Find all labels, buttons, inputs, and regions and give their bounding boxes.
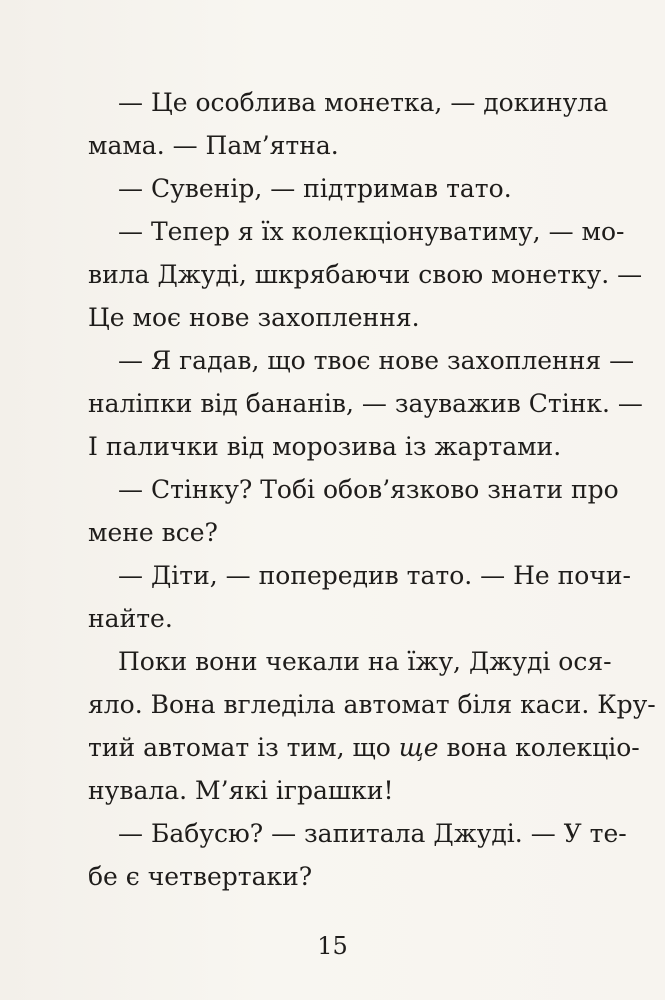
text-line: мама. — Пам’ятна. bbox=[88, 131, 339, 160]
text-line: — Стінку? Тобі обов’язково знати про bbox=[118, 475, 619, 504]
italic-emphasis: ще bbox=[398, 733, 439, 762]
body-text bbox=[88, 81, 656, 898]
text-line: Поки вони чекали на їжу, Джуді ося- bbox=[118, 647, 612, 676]
text-line: вила Джуді, шкрябаючи свою монетку. — bbox=[88, 260, 643, 289]
text-line: — Це особлива монетка, — докинула bbox=[118, 88, 609, 117]
text-line: — Тепер я їх колекціонуватиму, — мо- bbox=[118, 217, 625, 246]
text-line: І палички від морозива із жартами. bbox=[88, 432, 562, 461]
text-line: — Бабусю? — запитала Джуді. — У те- bbox=[118, 819, 627, 848]
text-line: мене все? bbox=[88, 518, 218, 547]
text-line bbox=[88, 726, 640, 769]
text-line: нувала. М’які іграшки! bbox=[88, 776, 394, 805]
text-line: — Сувенір, — підтримав тато. bbox=[118, 174, 512, 203]
text-run: вона колекціо- bbox=[438, 733, 640, 762]
text-line: бе є четвертаки? bbox=[88, 862, 313, 891]
text-line: — Я гадав, що твоє нове захоплення — bbox=[118, 346, 635, 375]
text-line: яло. Вона вгледіла автомат біля каси. Кру- bbox=[88, 690, 656, 719]
text-line: наліпки від бананів, — зауважив Стінк. — bbox=[88, 389, 643, 418]
text-run: тий автомат із тим, що bbox=[88, 733, 399, 762]
page-number: 15 bbox=[317, 932, 348, 960]
text-line: Це моє нове захоплення. bbox=[88, 303, 420, 332]
text-line: — Діти, — попередив тато. — Не почи- bbox=[118, 561, 632, 590]
text-line: найте. bbox=[88, 604, 173, 633]
